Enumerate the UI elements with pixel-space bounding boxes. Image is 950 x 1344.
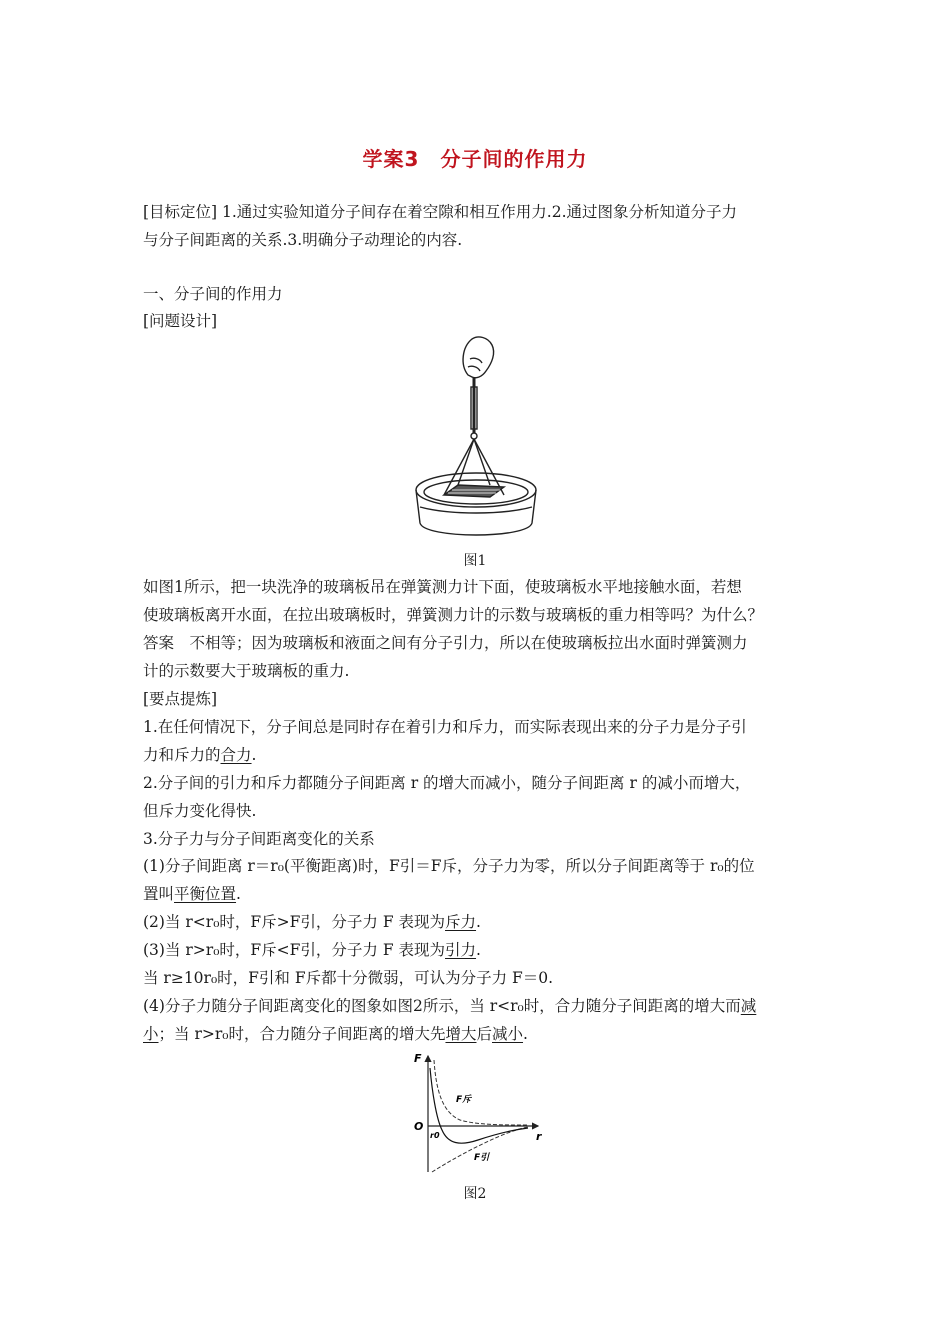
resultant-force-curve bbox=[430, 1068, 528, 1143]
subpoint-1-line-2: 置叫平衡位置. bbox=[143, 885, 241, 903]
page-title: 学案3 分子间的作用力 bbox=[362, 147, 588, 171]
point-3: 3.分子力与分子间距离变化的关系 bbox=[143, 830, 375, 848]
r0-label: r0 bbox=[430, 1131, 440, 1140]
point-2-line-2: 但斥力变化得快. bbox=[143, 802, 257, 820]
answer-line-1: 答案 不相等；因为玻璃板和液面之间有分子引力，所以在使玻璃板拉出水面时弹簧测力 bbox=[143, 634, 748, 652]
design-label: [问题设计] bbox=[143, 312, 218, 330]
figure-2-force-graph bbox=[408, 1050, 548, 1178]
hand-illustration bbox=[463, 337, 494, 378]
figure-1-apparatus bbox=[410, 335, 550, 545]
repulsion-label: F斥 bbox=[456, 1095, 472, 1105]
subpoint-3: (3)当 r>r₀时，F斥<F引，分子力 F 表现为引力. bbox=[143, 941, 481, 959]
subpoint-4-line-2: 小；当 r>r₀时，合力随分子间距离的增大先增大后减小. bbox=[143, 1025, 528, 1043]
objectives-line-1: [目标定位] 1.通过实验知道分子间存在着空隙和相互作用力.2.通过图象分析知道分子力 bbox=[143, 203, 738, 221]
point-1-line-1: 1.在任何情况下，分子间总是同时存在着引力和斥力，而实际表现出来的分子力是分子引 bbox=[143, 718, 747, 736]
figure-1-caption: 图1 bbox=[463, 553, 487, 569]
attraction-label: F引 bbox=[474, 1153, 490, 1163]
attraction-curve bbox=[432, 1127, 528, 1172]
axis-x-label: r bbox=[536, 1130, 542, 1143]
point-1-line-2: 力和斥力的合力. bbox=[143, 746, 257, 764]
axis-y-label: F bbox=[414, 1052, 422, 1065]
glass-plate bbox=[444, 485, 504, 497]
answer-equilibrium-position: 平衡位置 bbox=[174, 885, 237, 903]
subpoint-1-line-1: (1)分子间距离 r＝r₀(平衡距离)时，F引＝F斥，分子力为零，所以分子间距离等于 r₀的位 bbox=[143, 857, 755, 875]
answer-attraction: 引力 bbox=[445, 941, 477, 959]
question-line-2: 使玻璃板离开水面，在拉出玻璃板时，弹簧测力计的示数与玻璃板的重力相等吗？为什么？ bbox=[143, 606, 764, 624]
answer-repulsion: 斥力 bbox=[445, 913, 477, 931]
keypoints-label: [要点提炼] bbox=[143, 690, 218, 708]
subpoint-3b: 当 r≥10r₀时，F引和 F斥都十分微弱，可认为分子力 F＝0. bbox=[143, 969, 554, 987]
origin-label: O bbox=[414, 1120, 424, 1133]
objectives-line-2: 与分子间距离的关系.3.明确分子动理论的内容. bbox=[143, 231, 463, 249]
answer-resultant-force: 合力 bbox=[220, 746, 252, 764]
figure-2-caption: 图2 bbox=[463, 1186, 487, 1202]
subpoint-4-line-1: (4)分子力随分子间距离变化的图象如图2所示，当 r<r₀时，合力随分子间距离的增大而减 bbox=[143, 997, 757, 1015]
question-line-1: 如图1所示，把一块洗净的玻璃板吊在弹簧测力计下面，使玻璃板水平地接触水面，若想 bbox=[143, 578, 742, 596]
subpoint-2: (2)当 r<r₀时，F斥>F引，分子力 F 表现为斥力. bbox=[143, 913, 481, 931]
point-2-line-1: 2.分子间的引力和斥力都随分子间距离 r 的增大而减小，随分子间距离 r 的减小而增大， bbox=[143, 774, 751, 792]
section-heading: 一、分子间的作用力 bbox=[143, 285, 283, 303]
repulsion-curve bbox=[434, 1060, 528, 1125]
answer-line-2: 计的示数要大于玻璃板的重力. bbox=[143, 662, 350, 680]
